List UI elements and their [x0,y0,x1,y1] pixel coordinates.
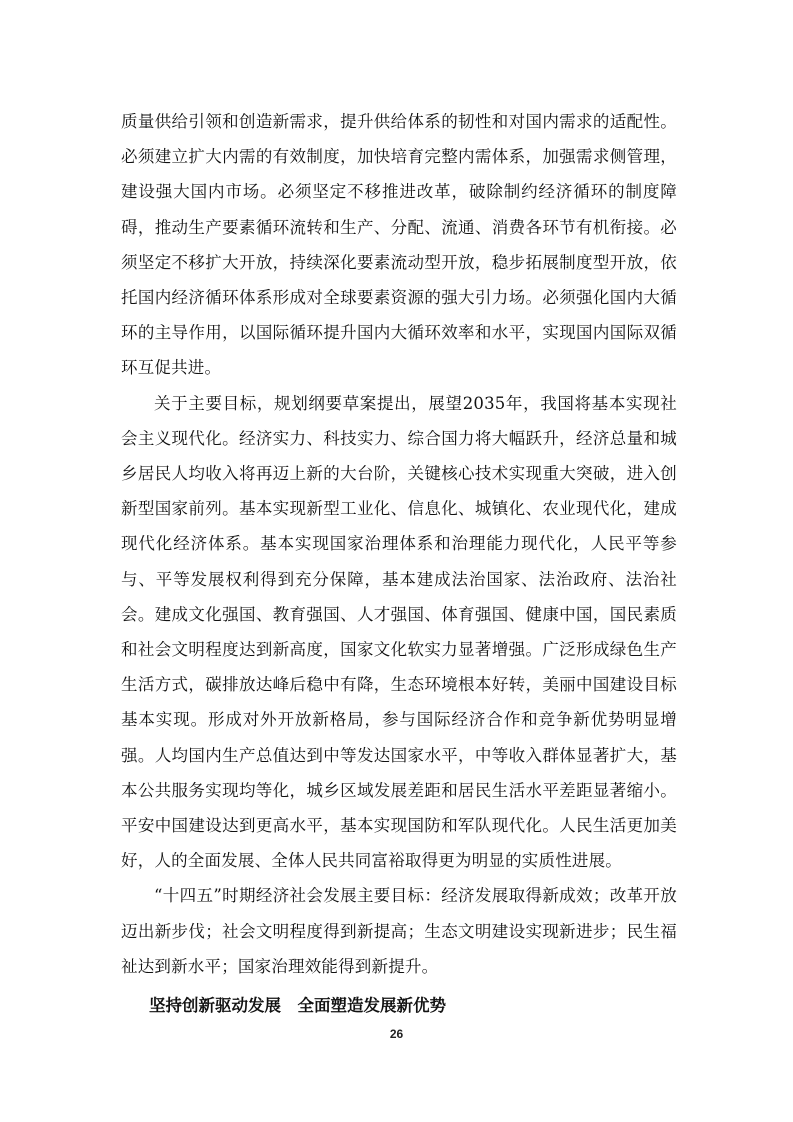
section-heading: 坚持创新驱动发展 全面塑造发展新优势 [149,996,446,1016]
paragraph-3: “十四五”时期经济社会发展主要目标：经济发展取得新成效；改革开放迈出新步伐；社会文明程度得到新提高；生态文明建设实现新进步；民生福祉达到新水平；国家治理效能得到新提升。 [121,886,677,976]
paragraph-2: 关于主要目标，规划纲要草案提出，展望2035年，我国将基本实现社会主义现代化。经济实力、科技实力、综合国力将大幅跃升，经济总量和城乡居民人均收入将再迈上新的大台阶，关键核心技术实现重大突破，进入创新型国家前列。基本实现新型工业化、信息化、城镇化、农业现代化，建成现代化经济体系。基本实现国家治理体系和治理能力现代化，人民平等参与、平等发展权利得到充分保障，基本建成法治国家、法治政府、法治社会。建成文化强国、教育强国、人才强国、体育强国、健康中国，国民素质和社会文明程度达到新高度，国家文化软实力显著增强。广泛形成绿色生产生活方式，碳排放达峰后稳中有降，生态环境根本好转，美丽中国建设目标基本实现。形成对外开放新格局，参与国际经济合作和竞争新优势明显增强。人均国内生产总值达到中等发达国家水平，中等收入群体显著扩大，基本公共服务实现均等化，城乡区域发展差距和居民生活水平差距显著缩小。平安中国建设达到更高水平，基本实现国防和军队现代化。人民生活更加美好，人的全面发展、全体人民共同富裕取得更为明显的实质性进展。 [121,393,677,871]
page-number: 26 [389,1027,404,1041]
body-text [121,104,677,1023]
paragraph-1: 质量供给引领和创造新需求，提升供给体系的韧性和对国内需求的适配性。必须建立扩大内需的有效制度，加快培育完整内需体系，加强需求侧管理，建设强大国内市场。必须坚定不移推进改革，破除制约经济循环的制度障碍，推动生产要素循环流转和生产、分配、流通、消费各环节有机衔接。必须坚定不移扩大开放，持续深化要素流动型开放，稳步拓展制度型开放，依托国内经济循环体系形成对全球要素资源的强大引力场。必须强化国内大循环的主导作用，以国际循环提升国内大循环效率和水平，实现国内国际双循环互促共进。 [121,112,677,378]
